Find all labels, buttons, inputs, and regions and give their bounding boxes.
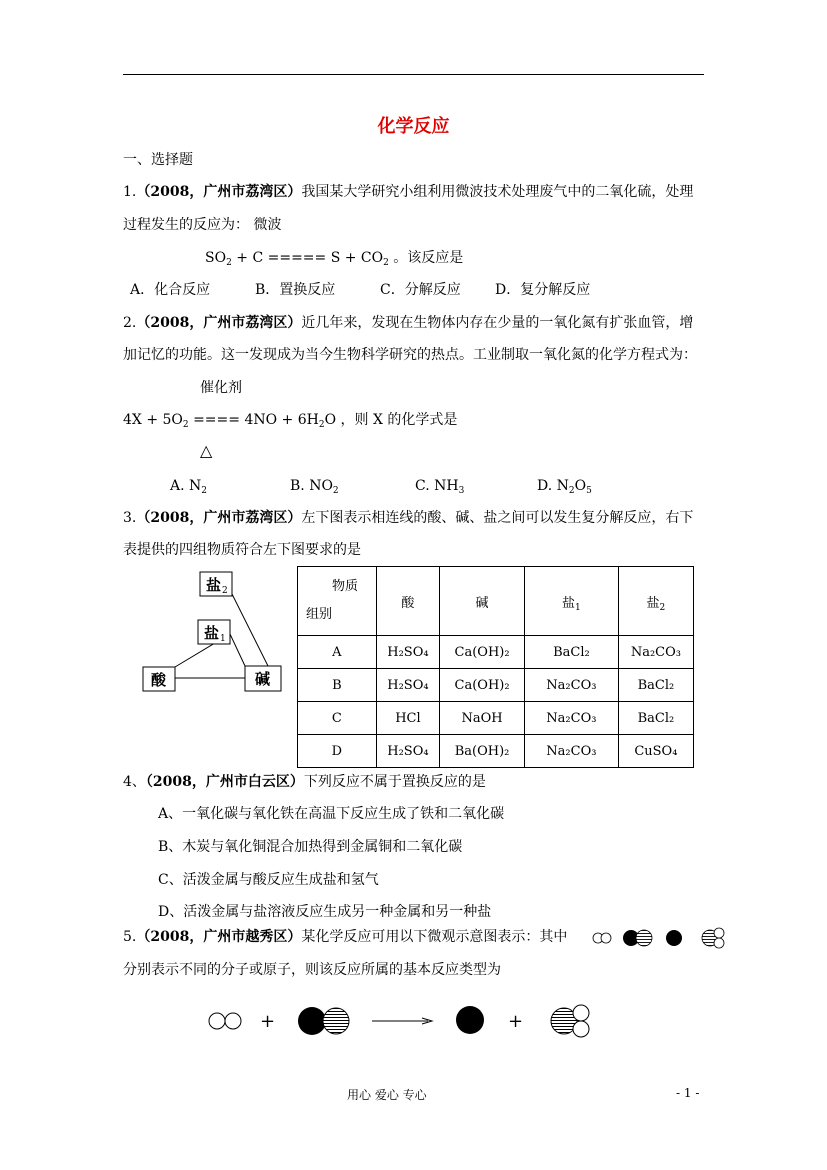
q2-line2: 加记忆的功能。这一发现成为当今生物科学研究的热点。工业制取一氧化氮的化学方程式为： [123, 347, 697, 363]
header-rule [123, 74, 704, 75]
black-atom-icon [456, 1006, 484, 1034]
q1-option-c: C．分解反应 [380, 282, 461, 298]
q2-number: 2. [123, 315, 137, 331]
acid-label: 酸 [151, 671, 167, 689]
q5-line1 [123, 927, 567, 947]
q5-number: 5. [123, 929, 137, 945]
q5-source: （2008，广州市越秀区） [136, 929, 302, 945]
legend-black-atom-icon [666, 930, 682, 946]
table-row: A H₂SO₄ Ca(OH)₂ BaCl₂ Na₂CO₃ [298, 636, 694, 669]
q4-text: 下列反应不属于置换反应的是 [303, 774, 486, 790]
black-striped-molecule-icon [298, 1007, 349, 1035]
q2-option-d: D. $N_2O_5$ [537, 478, 592, 496]
arrow-icon [372, 1018, 432, 1024]
q5-text: 某化学反应可用以下微观示意图表示：其中 [301, 929, 568, 945]
q1-line2: 过程发生的反应为： 微波 [123, 217, 282, 233]
col-salt1: 盐$_1$ [524, 567, 618, 636]
q2-line1 [123, 313, 693, 333]
q1-text: 我国某大学研究小组利用微波技术处理废气中的二氧化硫，处理 [301, 184, 694, 200]
q1-equation: $SO_2 + C$ ===== $S + CO_2$ 。该反应是 [205, 250, 464, 268]
q1-option-d: D．复分解反应 [495, 282, 591, 298]
q5-line2: 分别表示不同的分子或原子，则该反应所属的基本反应类型为 [123, 962, 501, 978]
q1-number: 1. [123, 184, 137, 200]
q2-catalyst: 催化剂 [200, 380, 242, 396]
q2-option-a: A. $N_2$ [170, 478, 207, 496]
q2-option-c: C. $NH_3$ [415, 478, 465, 496]
reaction-micro-diagram [200, 998, 600, 1044]
q4-option-a: A、一氧化碳与氧化铁在高温下反应生成了铁和二氧化碳 [158, 806, 505, 822]
salt1-sub: 1 [220, 634, 226, 644]
salt1-label: 盐 [204, 624, 220, 642]
legend-compound-icon [702, 928, 724, 948]
legend-particles [588, 926, 728, 950]
col-base: 碱 [440, 567, 525, 636]
plus-sign: + [508, 1011, 524, 1032]
salt2-label: 盐 [206, 576, 222, 594]
table-row: D H₂SO₄ Ba(OH)₂ Na₂CO₃ CuSO₄ [298, 735, 694, 768]
page-number: - 1 - [676, 1086, 700, 1100]
q1-source: （2008，广州市荔湾区） [136, 184, 302, 200]
q4-option-c: C、活泼金属与酸反应生成盐和氢气 [158, 872, 379, 888]
section-heading: 一、选择题 [123, 152, 193, 168]
reaction-relation-diagram [135, 566, 290, 696]
col-salt2: 盐$_2$ [618, 567, 693, 636]
table-row: B H₂SO₄ Ca(OH)₂ Na₂CO₃ BaCl₂ [298, 669, 694, 702]
q2-equation: $4X + 5O_2$ ==== $4NO + 6H_2O$ ，则 X 的化学式是 [123, 412, 458, 430]
q4-line1 [123, 772, 486, 792]
q1-option-b: B．置换反应 [255, 282, 336, 298]
legend-black-striped-icon [623, 930, 652, 946]
table-corner-header: 物质 组别 [298, 567, 377, 636]
salt2-sub: 2 [222, 586, 228, 596]
base-label: 碱 [255, 670, 271, 688]
white-molecule-icon [209, 1013, 241, 1029]
q3-text: 左下图表示相连线的酸、碱、盐之间可以发生复分解反应，右下 [301, 510, 694, 526]
q3-line1 [123, 508, 693, 528]
q2-option-b: B. $NO_2$ [290, 478, 339, 496]
compound-molecule-icon [551, 1005, 589, 1037]
q4-number: 4、 [123, 774, 146, 790]
legend-white-pair-icon [593, 933, 611, 943]
page-title: 化学反应 [377, 116, 450, 137]
q1-line1 [123, 182, 693, 202]
col-acid: 酸 [376, 567, 439, 636]
q3-number: 3. [123, 510, 137, 526]
q4-option-d: D、活泼金属与盐溶液反应生成另一种金属和另一种盐 [158, 904, 492, 920]
q2-heat-symbol: △ [200, 441, 213, 460]
q3-line2: 表提供的四组物质符合左下图要求的是 [123, 542, 361, 558]
footer-motto: 用心 爱心 专心 [347, 1088, 427, 1102]
substance-table [297, 566, 694, 768]
q3-source: （2008，广州市荔湾区） [136, 510, 302, 526]
table-row: C HCl NaOH Na₂CO₃ BaCl₂ [298, 702, 694, 735]
plus-sign: + [260, 1011, 276, 1032]
q1-option-a: A．化合反应 [130, 282, 211, 298]
q2-text: 近几年来，发现在生物体内存在少量的一氧化氮有扩张血管，增 [301, 315, 694, 331]
q4-option-b: B、木炭与氧化铜混合加热得到金属铜和二氧化碳 [158, 839, 463, 855]
q4-source: （2008，广州市白云区） [145, 774, 304, 790]
q2-source: （2008，广州市荔湾区） [136, 315, 302, 331]
